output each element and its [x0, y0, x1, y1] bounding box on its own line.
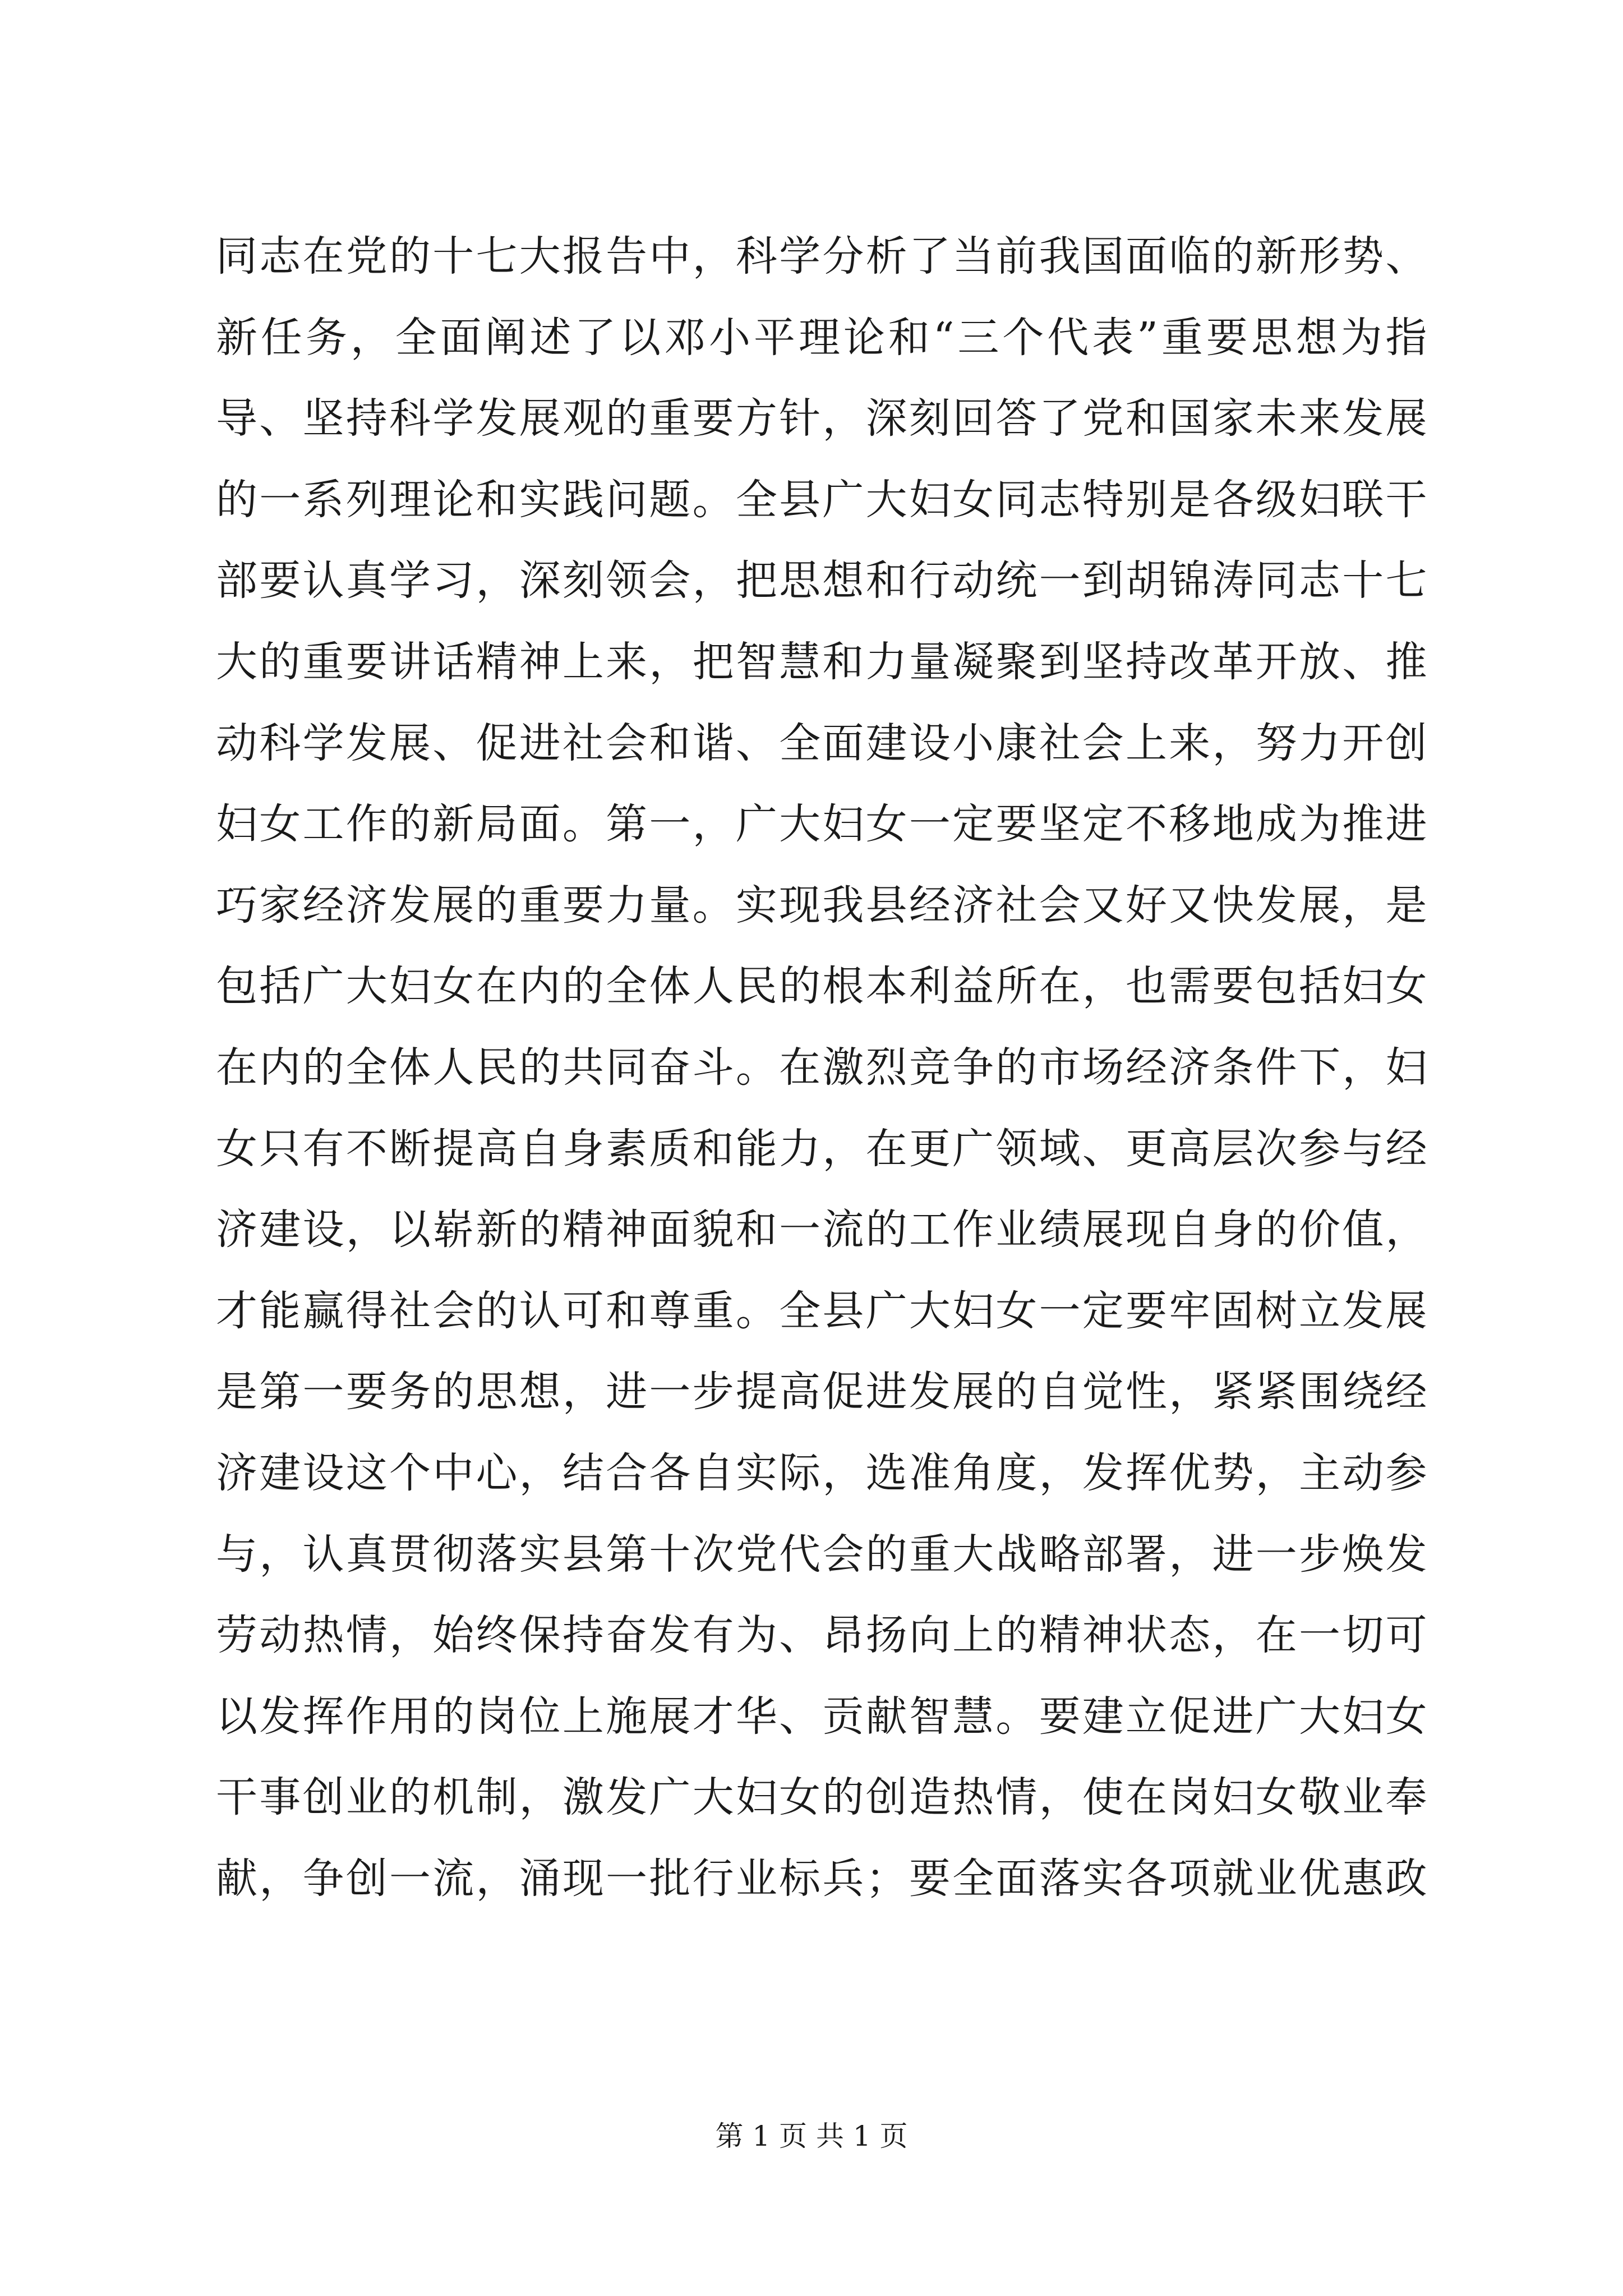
text-line: 部要认真学习，深刻领会，把思想和行动统一到胡锦涛同志十七	[216, 556, 1427, 605]
text-line: 在内的全体人民的共同奋斗。在激烈竞争的市场经济条件下，妇	[216, 1043, 1427, 1092]
text-line: 与，认真贯彻落实县第十次党代会的重大战略部署，进一步焕发	[216, 1530, 1427, 1579]
text-line: 是第一要务的思想，进一步提高促进发展的自觉性，紧紧围绕经	[216, 1368, 1427, 1416]
text-line: 的一系列理论和实践问题。全县广大妇女同志特别是各级妇联干	[216, 475, 1427, 524]
text-line: 献，争创一流，涌现一批行业标兵；要全面落实各项就业优惠政	[216, 1854, 1427, 1903]
text-line: 大的重要讲话精神上来，把智慧和力量凝聚到坚持改革开放、推	[216, 637, 1427, 686]
text-line: 妇女工作的新局面。第一，广大妇女一定要坚定不移地成为推进	[216, 800, 1427, 849]
text-line: 劳动热情，始终保持奋发有为、昂扬向上的精神状态，在一切可	[216, 1611, 1427, 1660]
text-line: 女只有不断提高自身素质和能力，在更广领域、更高层次参与经	[216, 1124, 1427, 1173]
text-line: 新任务，全面阐述了以邓小平理论和“三个代表”重要思想为指	[216, 313, 1427, 362]
text-line: 同志在党的十七大报告中，科学分析了当前我国面临的新形势、	[216, 232, 1427, 280]
text-line: 包括广大妇女在内的全体人民的根本利益所在，也需要包括妇女	[216, 962, 1427, 1011]
text-line: 干事创业的机制，激发广大妇女的创造热情，使在岗妇女敬业奉	[216, 1773, 1427, 1822]
text-line: 以发挥作用的岗位上施展才华、贡献智慧。要建立促进广大妇女	[216, 1692, 1427, 1741]
text-line: 导、坚持科学发展观的重要方针，深刻回答了党和国家未来发展	[216, 394, 1427, 443]
page-footer: 第 1 页 共 1 页	[715, 2120, 908, 2152]
text-line: 才能赢得社会的认可和尊重。全县广大妇女一定要牢固树立发展	[216, 1286, 1427, 1335]
text-line: 济建设，以崭新的精神面貌和一流的工作业绩展现自身的价值，	[216, 1205, 1427, 1254]
text-line: 济建设这个中心，结合各自实际，选准角度，发挥优势，主动参	[216, 1448, 1427, 1497]
text-line: 巧家经济发展的重要力量。实现我县经济社会又好又快发展，是	[216, 881, 1427, 930]
body-text	[216, 216, 1427, 1919]
text-line: 动科学发展、促进社会和谐、全面建设小康社会上来，努力开创	[216, 719, 1427, 767]
